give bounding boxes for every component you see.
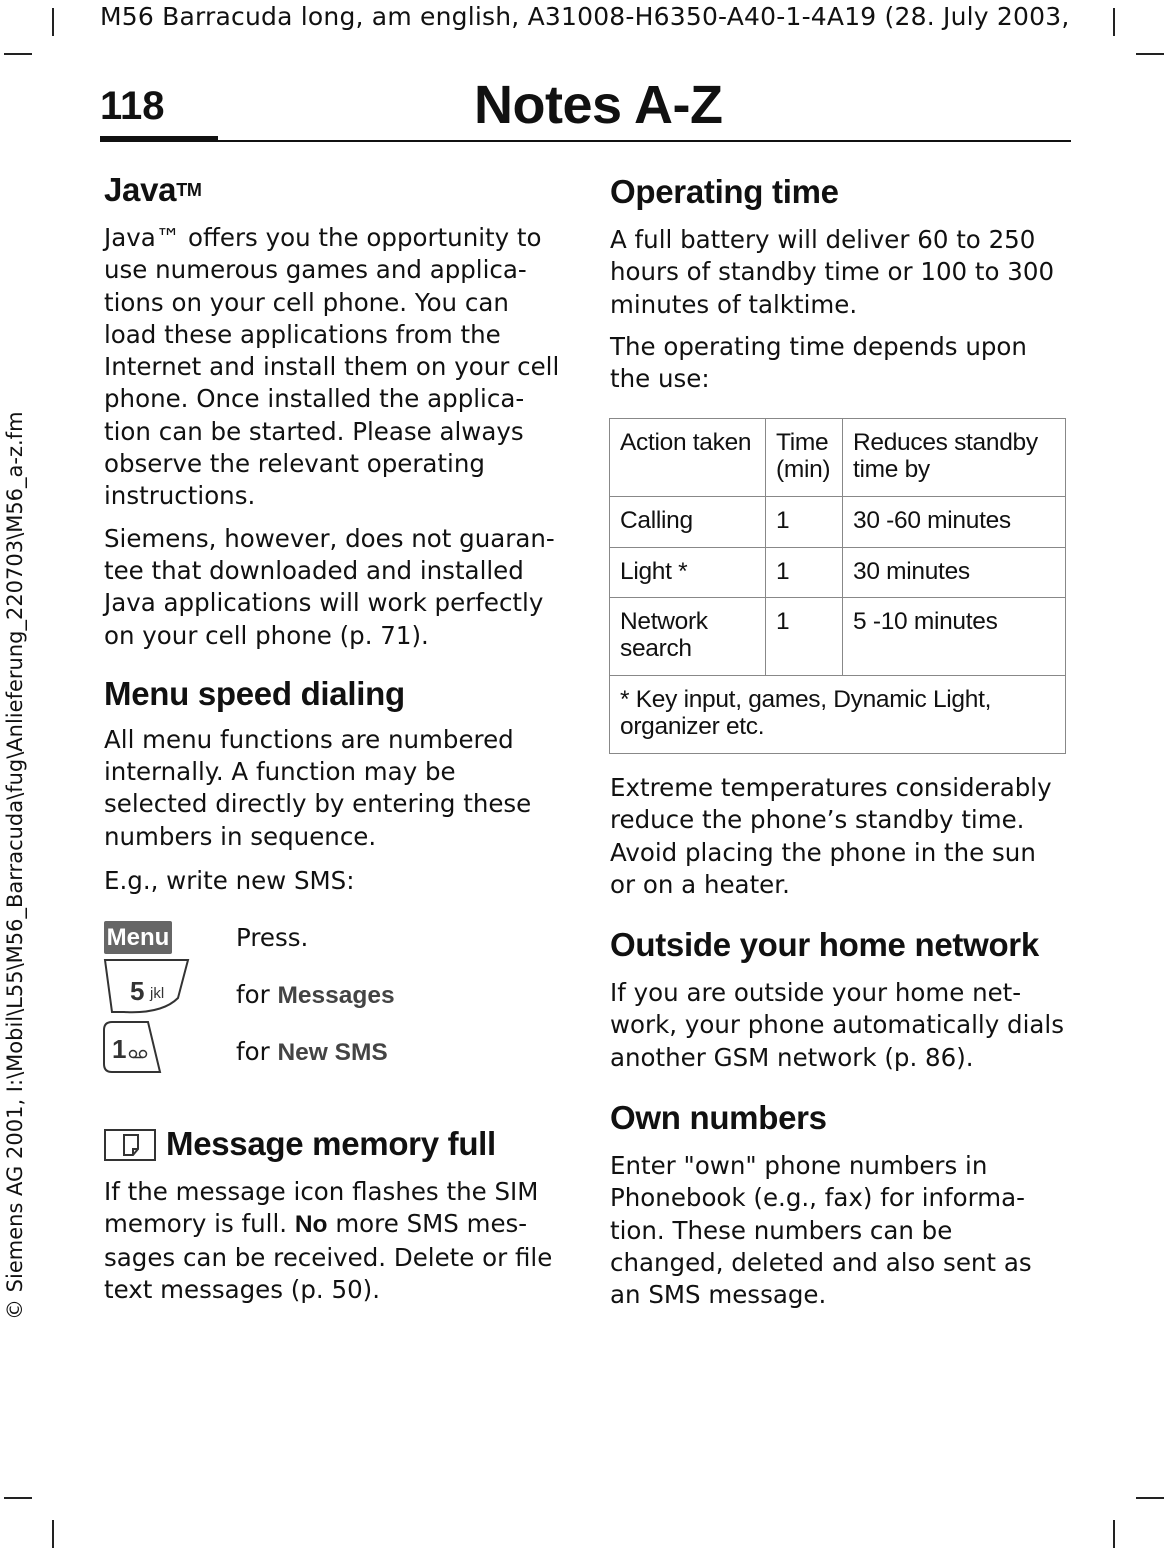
operating-time-table <box>609 418 1066 754</box>
operating-heading: Operating time <box>610 173 839 210</box>
table-cell: 5 -10 minutes <box>843 598 1066 676</box>
operating-paragraph-3: Extreme temperatures considerably reduce the phone’s standby time. Avoid placing the phone in the sun or on a heater. <box>610 773 1052 899</box>
table-row <box>610 598 1066 676</box>
svg-text:1: 1 <box>112 1034 127 1064</box>
table-cell: 30 -60 minutes <box>843 497 1066 548</box>
own-numbers-paragraph: Enter "own" phone numbers in Phonebook (e.g., fax) for informa-tion. These numbers can be changed, deleted and also sent as an SMS message. <box>610 1151 1032 1310</box>
chapter-title: Notes A-Z <box>474 75 723 135</box>
own-numbers-heading: Own numbers <box>610 1099 827 1137</box>
menu-speed-paragraph-1: All menu functions are numbered internally. A function may be selected directly by entering these numbers in sequence. <box>104 724 532 851</box>
table-footnote: * Key input, games, Dynamic Light, organizer etc. <box>610 676 1066 754</box>
crop-mark <box>1136 1497 1164 1499</box>
operating-section <box>610 172 1065 395</box>
crop-mark <box>52 1520 54 1548</box>
table-cell: 1 <box>766 548 843 598</box>
table-cell: Network search <box>610 598 766 676</box>
svg-text:5: 5 <box>130 976 145 1006</box>
table-cell: Calling <box>610 497 766 548</box>
left-column <box>104 170 564 897</box>
table-header-cell: Time (min) <box>766 419 843 497</box>
crop-mark <box>1113 1520 1115 1548</box>
menu-speed-paragraph-2: E.g., write new SMS: <box>104 866 355 896</box>
memory-full-heading: Message memory full <box>166 1125 496 1162</box>
java-paragraph-2: Siemens, however, does not guaran-tee that downloaded and installed Java applications will work perfectly on your cell phone (p. 71). <box>104 523 555 650</box>
step-1-label: Press. <box>236 923 309 952</box>
java-paragraph-1: Java™ offers you the opportunity to use numerous games and applica-tions on your cell phone. You can load these applications from the Internet and install them on your cell phone. Once installed the applica-tion can be started. Please always observe the relevant operating instructions. <box>104 223 560 511</box>
table-header-cell: Reduces standby time by <box>843 419 1066 497</box>
crop-mark <box>1113 8 1115 36</box>
key-5-icon <box>102 958 192 1018</box>
step-2-label: for Messages <box>236 980 395 1009</box>
table-footnote-row <box>610 676 1066 754</box>
memory-full-section <box>104 1124 564 1306</box>
table-cell: Light * <box>610 548 766 598</box>
header-rule-accent <box>100 136 218 142</box>
memory-full-paragraph: If the message icon flashes the SIM memory is full. No more SMS mes-sages can be received. Delete or file text messages (p. 50). <box>104 1177 553 1304</box>
running-header: M56 Barracuda long, am english, A31008-H6350-A40-1-4A19 (28. July 2003, <box>100 2 1070 31</box>
key-1-voicemail-icon <box>102 1020 164 1076</box>
outside-paragraph: If you are outside your home net-work, your phone automatically dials another GSM network (p. 86). <box>610 978 1064 1072</box>
side-file-path: © Siemens AG 2001, I:\Mobil\L55\M56_Barracuda\fug\Anlieferung_220703\M56_a-z.fm <box>3 411 27 1320</box>
header-rule <box>100 140 1071 142</box>
page-number: 118 <box>100 84 165 128</box>
outside-heading: Outside your home network <box>610 926 1039 964</box>
crop-mark <box>4 53 32 55</box>
crop-mark <box>1136 53 1164 55</box>
svg-text:jkl: jkl <box>150 985 165 1002</box>
temperature-section <box>610 772 1065 1312</box>
table-row <box>610 497 1066 548</box>
table-cell: 1 <box>766 497 843 548</box>
crop-mark <box>4 1497 32 1499</box>
table-cell: 30 minutes <box>843 548 1066 598</box>
table-row <box>610 548 1066 598</box>
step-3-label: for New SMS <box>236 1037 388 1066</box>
menu-softkey: Menu <box>104 921 172 954</box>
operating-paragraph-1: A full battery will deliver 60 to 250 hours of standby time or 100 to 300 minutes of talktime. <box>610 225 1055 319</box>
table-header-row <box>610 419 1066 497</box>
table-cell: 1 <box>766 598 843 676</box>
java-heading: Java™ <box>104 171 202 208</box>
operating-paragraph-2: The operating time depends upon the use: <box>610 331 1027 394</box>
table-header-cell: Action taken <box>610 419 766 497</box>
crop-mark <box>52 8 54 36</box>
menu-speed-heading: Menu speed dialing <box>104 674 405 712</box>
